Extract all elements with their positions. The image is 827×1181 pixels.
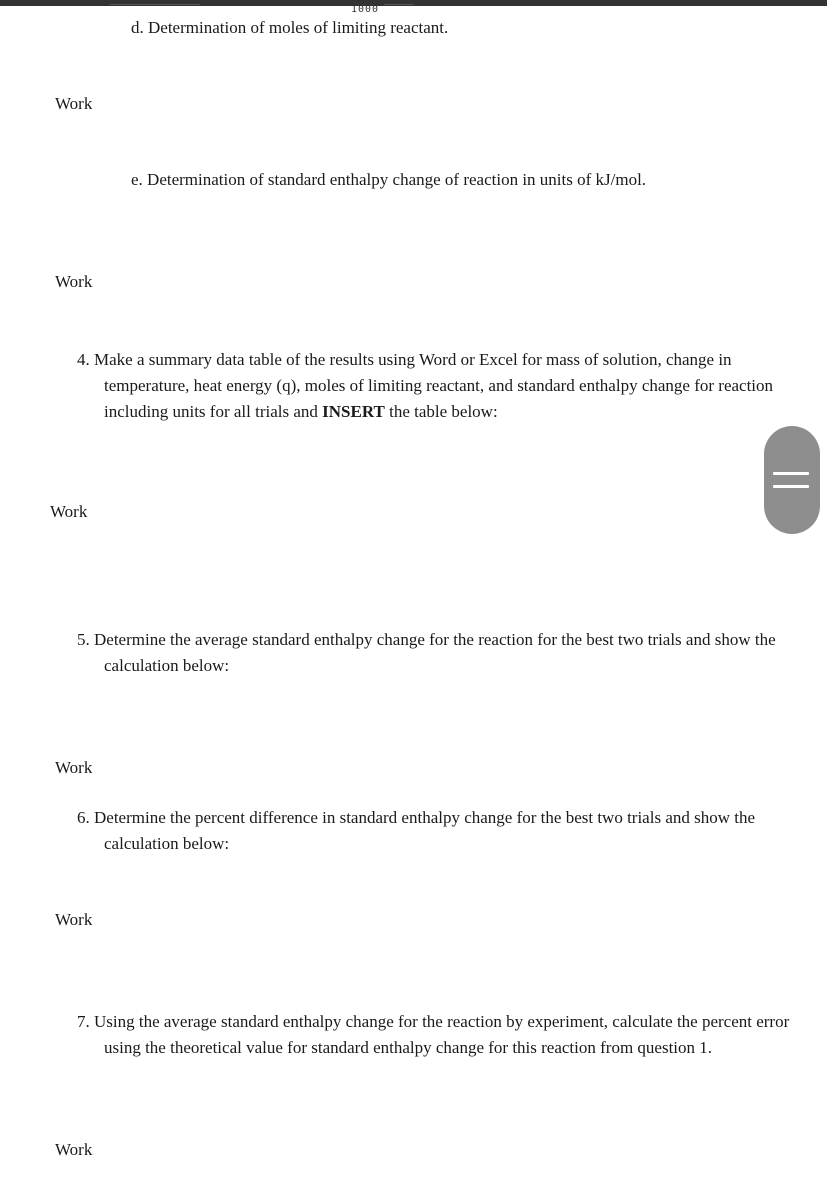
- grip-line-icon: [773, 485, 809, 488]
- question-5-number: 5.: [77, 630, 90, 649]
- part-d-text: d. Determination of moles of limiting reactant.: [131, 18, 449, 37]
- question-4-bold-insert: INSERT: [322, 402, 385, 421]
- question-7: [77, 1009, 804, 1061]
- work-label: Work: [50, 502, 88, 521]
- question-4-number: 4.: [77, 350, 90, 369]
- work-label: Work: [55, 910, 93, 929]
- question-4: [77, 347, 804, 425]
- top-page-edge: [0, 0, 827, 6]
- scroll-handle[interactable]: [764, 426, 820, 534]
- cut-off-text-line: [110, 4, 200, 5]
- work-label: Work: [55, 1140, 93, 1159]
- question-6-number: 6.: [77, 808, 90, 827]
- question-5-text: Determine the average standard enthalpy change for the reaction for the best two trials and show the calculation below:: [94, 630, 776, 675]
- question-4-text: Make a summary data table of the results using Word or Excel for mass of solution, change in temperature, heat energy (q), moles of limiting reactant, and standard enthalpy change for reaction including units for all trials and: [94, 350, 774, 421]
- grip-line-icon: [773, 472, 809, 475]
- question-7-text: Using the average standard enthalpy change for the reaction by experiment, calculate the percent error using the theoretical value for standard enthalpy change for this reaction from question 1.: [94, 1012, 790, 1057]
- question-7-number: 7.: [77, 1012, 90, 1031]
- cut-off-text-line: [384, 4, 414, 5]
- work-label: Work: [55, 272, 93, 291]
- work-label: Work: [55, 758, 93, 777]
- question-6-text: Determine the percent difference in standard enthalpy change for the best two trials and show the calculation below:: [94, 808, 756, 853]
- question-6: [77, 805, 804, 857]
- work-label: Work: [55, 94, 93, 113]
- question-4-text-end: the table below:: [384, 402, 498, 421]
- part-e-text: e. Determination of standard enthalpy change of reaction in units of kJ/mol.: [131, 170, 647, 189]
- fraction-denominator: 1000: [351, 4, 380, 15]
- question-5: [77, 627, 804, 679]
